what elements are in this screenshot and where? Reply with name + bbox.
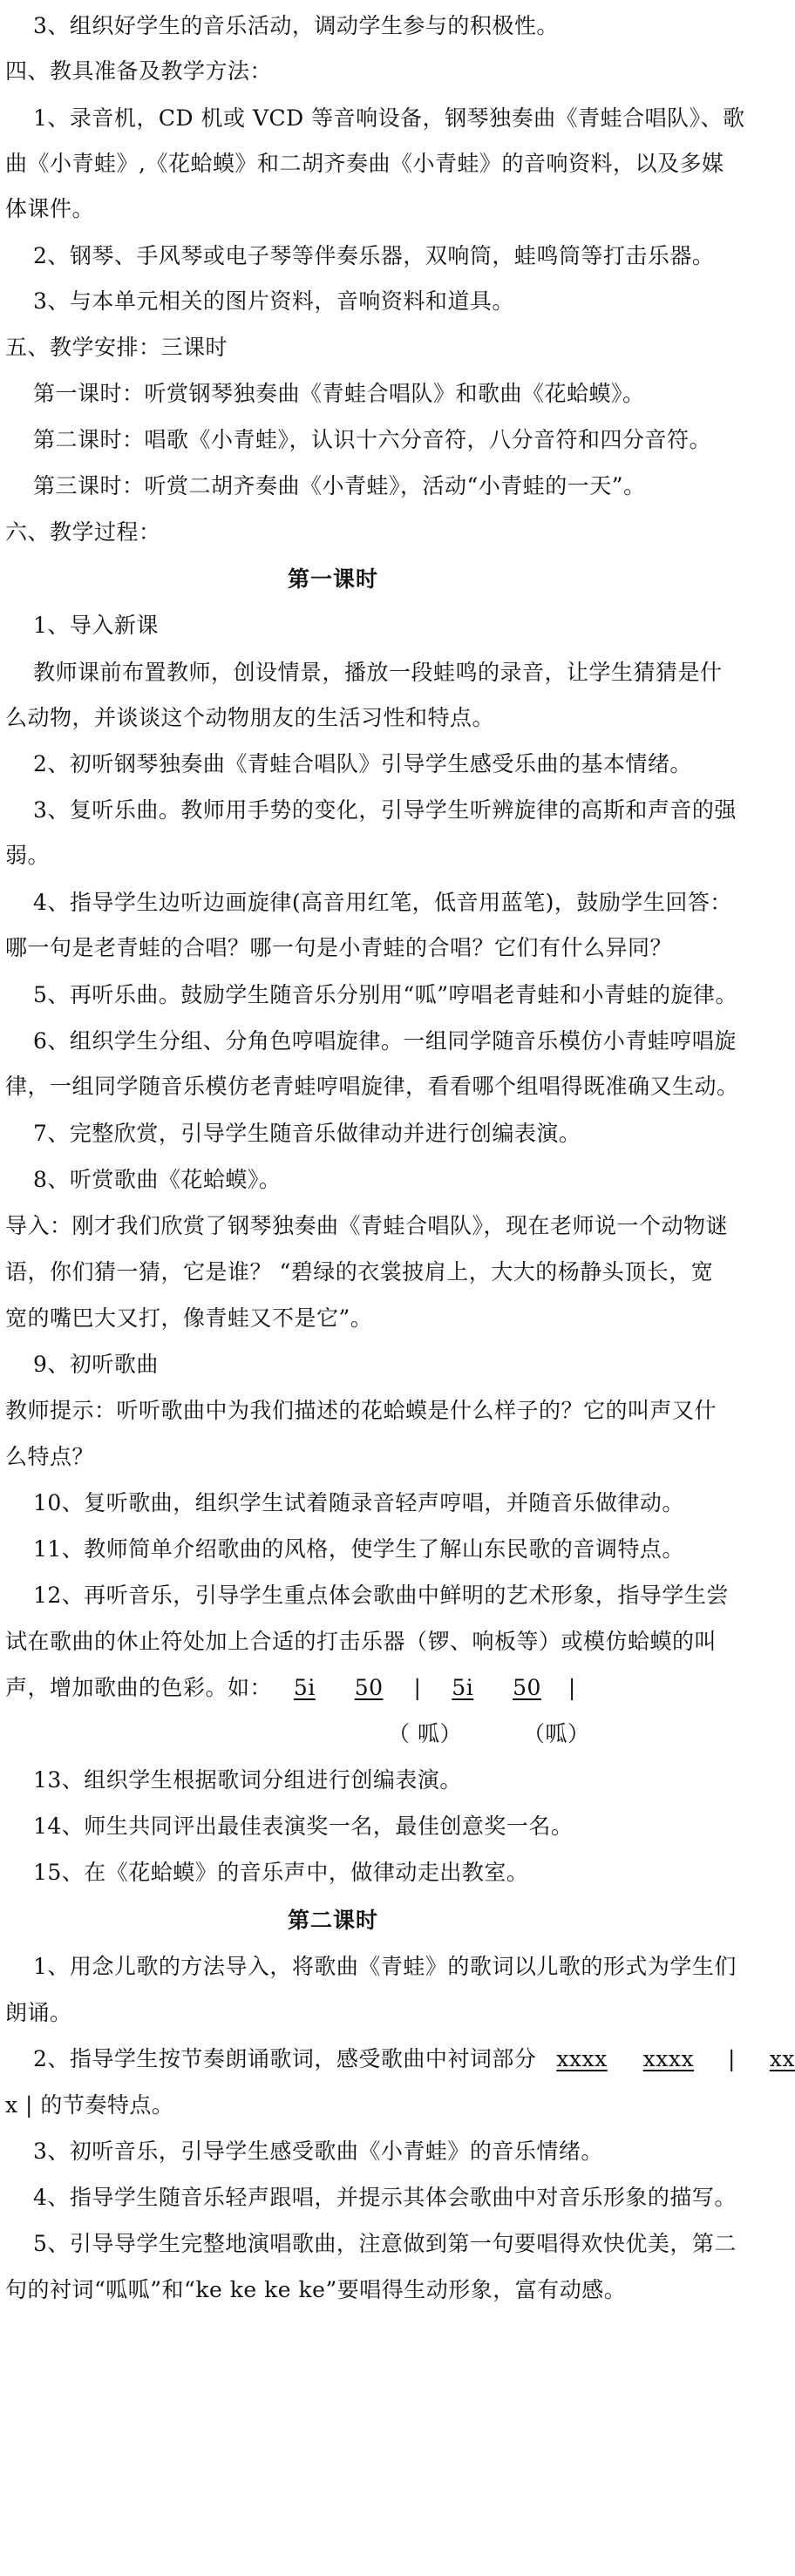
paragraph-line: 13、组织学生根据歌词分组进行创编表演。	[33, 1767, 462, 1793]
paragraph-line: 第一课时：听赏钢琴独奏曲《青蛙合唱队》和歌曲《花蛤蟆》。	[33, 381, 645, 406]
paragraph-line: 句的衬词“呱呱”和“ke ke ke ke”要唱得生动形象，富有动感。	[5, 2277, 627, 2302]
paragraph-line: 3、复听乐曲。教师用手势的变化，引导学生听辨旋律的高斯和声音的强	[33, 797, 737, 823]
lesson-heading: 第一课时	[288, 566, 379, 592]
bar-line: |	[727, 2046, 736, 2071]
paragraph-line: 教师提示：听听歌曲中为我们描述的花蛤蟆是什么样子的？它的叫声又什	[5, 1398, 717, 1423]
paragraph-line: 6、组织学生分组、分角色哼唱旋律。一组同学随音乐模仿小青蛙哼唱旋	[33, 1028, 737, 1054]
paragraph-line: 2、钢琴、手风琴或电子琴等伴奏乐器，双响筒，蛙鸣筒等打击乐器。	[33, 243, 715, 268]
notation-xxxx: xxxx	[556, 2046, 608, 2071]
paragraph-line: 第三课时：听赏二胡齐奏曲《小青蛙》，活动“小青蛙的一天”。	[33, 473, 646, 498]
paragraph-line: 5、再听乐曲。鼓励学生随音乐分别用“呱”哼唱老青蛙和小青蛙的旋律。	[33, 982, 737, 1007]
paragraph-line	[5, 1667, 576, 1709]
paragraph-line: 曲《小青蛙》,《花蛤蟆》和二胡齐奏曲《小青蛙》的音响资料，以及多媒	[5, 151, 724, 176]
paragraph-line: 15、在《花蛤蟆》的音乐声中，做律动走出教室。	[33, 1860, 529, 1885]
paragraph-line: 5、引导导学生完整地演唱歌曲，注意做到第一句要唱得欢快优美，第二	[33, 2231, 737, 2256]
paragraph-line: 1、导入新课	[33, 613, 159, 638]
paragraph-line: 3、与本单元相关的图片资料，音响资料和道具。	[33, 288, 514, 314]
paragraph-line: 哪一句是老青蛙的合唱？哪一句是小青蛙的合唱？它们有什么异同？	[5, 935, 673, 960]
paragraph-line: 11、教师简单介绍歌曲的风格，使学生了解山东民歌的音调特点。	[33, 1536, 684, 1562]
paragraph-line: 3、初听音乐，引导学生感受歌曲《小青蛙》的音乐情绪。	[33, 2139, 603, 2164]
section-heading: 五、教学安排：三课时	[5, 335, 228, 360]
paragraph-line: 律，一组同学随音乐模仿老青蛙哼唱旋律，看看哪个组唱得既准确又生动。	[5, 1074, 739, 1099]
paragraph-line: 4、指导学生随音乐轻声跟唱，并提示其体会歌曲中对音乐形象的描写。	[33, 2185, 737, 2210]
section-heading: 六、教学过程：	[5, 519, 161, 545]
example-label: 声，增加歌曲的色彩。如：	[5, 1675, 273, 1700]
bar-line: |	[413, 1675, 422, 1700]
paragraph-line: 么动物，并谈谈这个动物朋友的生活习性和特点。	[5, 705, 495, 730]
paragraph-line: 宽的嘴巴大又打，像青蛙又不是它”。	[5, 1305, 373, 1331]
paragraph-line: 1、用念儿歌的方法导入，将歌曲《青蛙》的歌词以儿歌的形式为学生们	[33, 1954, 737, 1979]
paragraph-line: 朗诵。	[5, 2000, 72, 2025]
paragraph-line	[33, 2038, 795, 2080]
paragraph-line: 语，你们猜一猜，它是谁？ “碧绿的衣裳披肩上，大大的杨静头顶长，宽	[5, 1259, 714, 1285]
paragraph-line: 弱。	[5, 843, 51, 868]
lyric-annotation: （呱）	[523, 1721, 590, 1746]
text-segment: 2、指导学生按节奏朗诵歌词，感受歌曲中衬词部分	[33, 2046, 537, 2071]
section-heading: 四、教具准备及教学方法：	[5, 58, 273, 84]
paragraph-line: 3、组织好学生的音乐活动，调动学生参与的积极性。	[33, 13, 559, 38]
paragraph-line: 8、听赏歌曲《花蛤蟆》。	[33, 1167, 282, 1192]
paragraph-line: 第二课时：唱歌《小青蛙》，认识十六分音符，八分音符和四分音符。	[33, 427, 712, 452]
paragraph-line: 导入：刚才我们欣赏了钢琴独奏曲《青蛙合唱队》，现在老师说一个动物谜	[5, 1213, 729, 1238]
paragraph-line: 9、初听歌曲	[33, 1352, 159, 1377]
lesson-heading: 第二课时	[288, 1908, 379, 1933]
notation-xx: xx	[769, 2046, 795, 2071]
paragraph-line: 12、再听音乐，引导学生重点体会歌曲中鲜明的艺术形象，指导学生尝	[33, 1583, 729, 1608]
notation-50: 50	[513, 1675, 541, 1700]
notation-5i: 5i	[293, 1675, 316, 1700]
bar-line: |	[567, 1675, 576, 1700]
paragraph-line: 2、初听钢琴独奏曲《青蛙合唱队》引导学生感受乐曲的基本情绪。	[33, 751, 692, 776]
paragraph-line: 1、录音机，CD 机或 VCD 等音响设备，钢琴独奏曲《青蛙合唱队》、歌	[33, 105, 745, 131]
paragraph-line: 体课件。	[5, 196, 95, 221]
paragraph-line: 试在歌曲的休止符处加上合适的打击乐器（锣、响板等）或模仿蛤蟆的叫	[5, 1629, 717, 1654]
notation-xxxx: xxxx	[642, 2046, 695, 2071]
paragraph-line: 10、复听歌曲，组织学生试着随录音轻声哼唱，并随音乐做律动。	[33, 1490, 684, 1515]
lyric-annotation: （ 呱）	[388, 1721, 462, 1746]
notation-5i: 5i	[452, 1675, 474, 1700]
paragraph-line: 14、师生共同评出最佳表演奖一名，最佳创意奖一名。	[33, 1813, 574, 1839]
notation-50: 50	[354, 1675, 384, 1700]
paragraph-line: 4、指导学生边听边画旋律(高音用红笔，低音用蓝笔)，鼓励学生回答：	[33, 890, 732, 915]
paragraph-line: x | 的节奏特点。	[5, 2092, 174, 2118]
paragraph-line: 7、完整欣赏，引导学生随音乐做律动并进行创编表演。	[33, 1121, 581, 1146]
paragraph-line: 么特点？	[5, 1444, 95, 1469]
paragraph-line: 教师课前布置教师，创设情景，播放一段蛙鸣的录音，让学生猜猜是什	[33, 660, 723, 685]
